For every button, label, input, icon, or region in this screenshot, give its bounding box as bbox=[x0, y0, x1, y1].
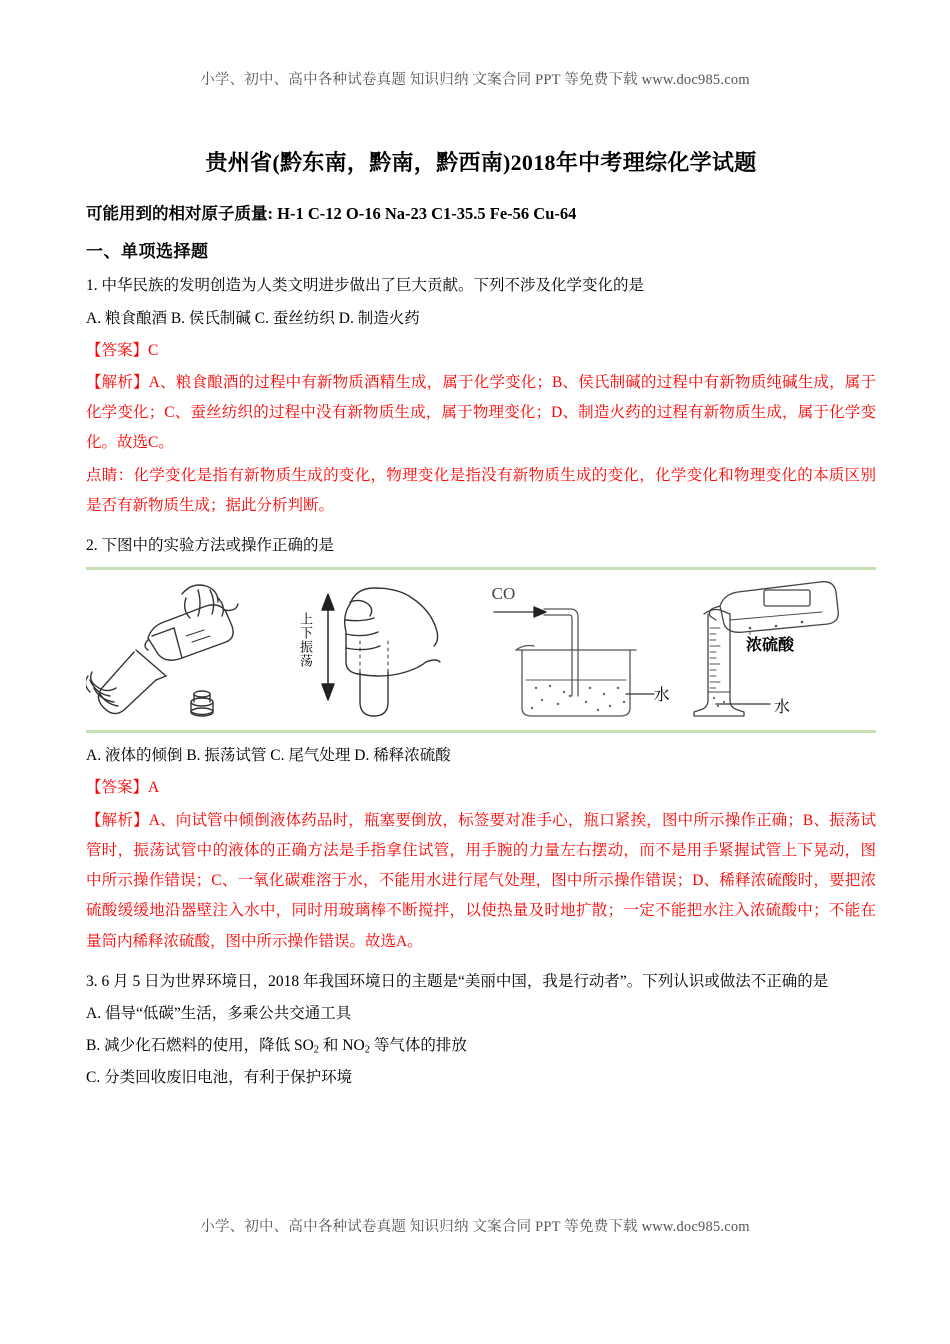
question-2-explanation: 【解析】A、向试管中倾倒液体药品时，瓶塞要倒放，标签要对准手心，瓶口紧挨，图中所示操作正确；B、振荡试管时，振荡试管中的液体的正确方法是手指拿住试管，用手腕的力量左右摆动，而不是用手紧握试管上下晃动，图中所示操作错误；C、一氧化碳难溶于水，不能用水进行尾气处理，图中所示操作错误；D、稀释浓硫酸时，要把浓硫酸缓缓地沿器壁注入水中，同时用玻璃棒不断搅拌，以使热量及时地扩散；一定不能把水注入浓硫酸中；不能在量筒内稀释浓硫酸，图中所示操作错误。故选A。 bbox=[86, 811, 876, 950]
figure-label-water-beaker: 水 bbox=[653, 687, 670, 705]
page-title: 贵州省(黔东南，黔南，黔西南)2018年中考理综化学试题 bbox=[205, 150, 757, 175]
question-2-stem: 2. 下图中的实验方法或操作正确的是 bbox=[86, 537, 335, 555]
document-content bbox=[86, 140, 876, 1096]
figure-label-concentrated-sulfuric-acid: 浓硫酸 bbox=[745, 637, 794, 655]
option-b-pre: B. 减少化石燃料的使用，降低 SO bbox=[86, 1037, 314, 1055]
option-b-post: 等气体的排放 bbox=[369, 1037, 467, 1055]
figure-panel-pouring-liquid bbox=[86, 576, 286, 726]
question-2-figure bbox=[86, 567, 876, 733]
question-2-options: A. 液体的倾倒 B. 振荡试管 C. 尾气处理 D. 稀释浓硫酸 bbox=[86, 747, 451, 765]
figure-label-water-cylinder: 水 bbox=[773, 699, 790, 717]
question-3-option-c: C. 分类回收废旧电池，有利于保护环境 bbox=[86, 1069, 353, 1087]
question-3-option-b bbox=[86, 1031, 876, 1061]
figure-panel-dilute-sulfuric-acid bbox=[686, 576, 876, 726]
figure-panel-shaking-test-tube bbox=[294, 576, 469, 726]
question-1-answer: 【答案】C bbox=[86, 341, 159, 359]
figure-panel-co-tail-gas bbox=[478, 576, 678, 726]
question-3-option-a: A. 倡导“低碳”生活，多乘公共交通工具 bbox=[86, 1005, 352, 1022]
question-1-tip: 点睛：化学变化是指有新物质生成的变化，物理变化是指没有新物质生成的变化，化学变化和物理变化的本质区别是否有新物质生成；据此分析判断。 bbox=[86, 466, 876, 514]
watermark-footer: 小学、初中、高中各种试卷真题 知识归纳 文案合同 PPT 等免费下载 www.doc985.com bbox=[200, 1219, 750, 1235]
shaking-test-tube-illustration bbox=[294, 576, 469, 726]
question-1-explanation: 【解析】A、粮食酿酒的过程中有新物质酒精生成，属于化学变化；B、侯氏制碱的过程中有新物质纯碱生成，属于化学变化；C、蚕丝纺织的过程中没有新物质生成，属于物理变化；D、制造火药的过程有新物质生成，属于化学变化。故选C。 bbox=[86, 373, 876, 452]
figure-label-shake-up-down: 上下振荡 bbox=[297, 612, 313, 669]
watermark-header: 小学、初中、高中各种试卷真题 知识归纳 文案合同 PPT 等免费下载 www.doc985.com bbox=[200, 72, 750, 88]
pouring-liquid-illustration bbox=[86, 576, 286, 726]
relative-atomic-mass-line: 可能用到的相对原子质量: H-1 C-12 O-16 Na-23 C1-35.5 Fe-56 Cu-64 bbox=[86, 204, 577, 223]
question-3-stem: 3. 6 月 5 日为世界环境日，2018 年我国环境日的主题是“美丽中国，我是行动者”。下列认识或做法不正确的是 bbox=[86, 972, 829, 990]
section-heading-multiple-choice: 一、单项选择题 bbox=[86, 241, 209, 261]
option-b-sub-so2: 2 bbox=[313, 1044, 320, 1056]
question-1-options: A. 粮食酿酒 B. 侯氏制碱 C. 蚕丝纺织 D. 制造火药 bbox=[86, 309, 420, 327]
option-b-mid: 和 NO bbox=[319, 1037, 365, 1055]
figure-label-co: CO bbox=[491, 584, 516, 604]
question-1-stem: 1. 中华民族的发明创造为人类文明进步做出了巨大贡献。下列不涉及化学变化的是 bbox=[86, 277, 645, 295]
option-b-sub-no2: 2 bbox=[364, 1044, 370, 1056]
question-2-answer: 【答案】A bbox=[86, 779, 160, 797]
